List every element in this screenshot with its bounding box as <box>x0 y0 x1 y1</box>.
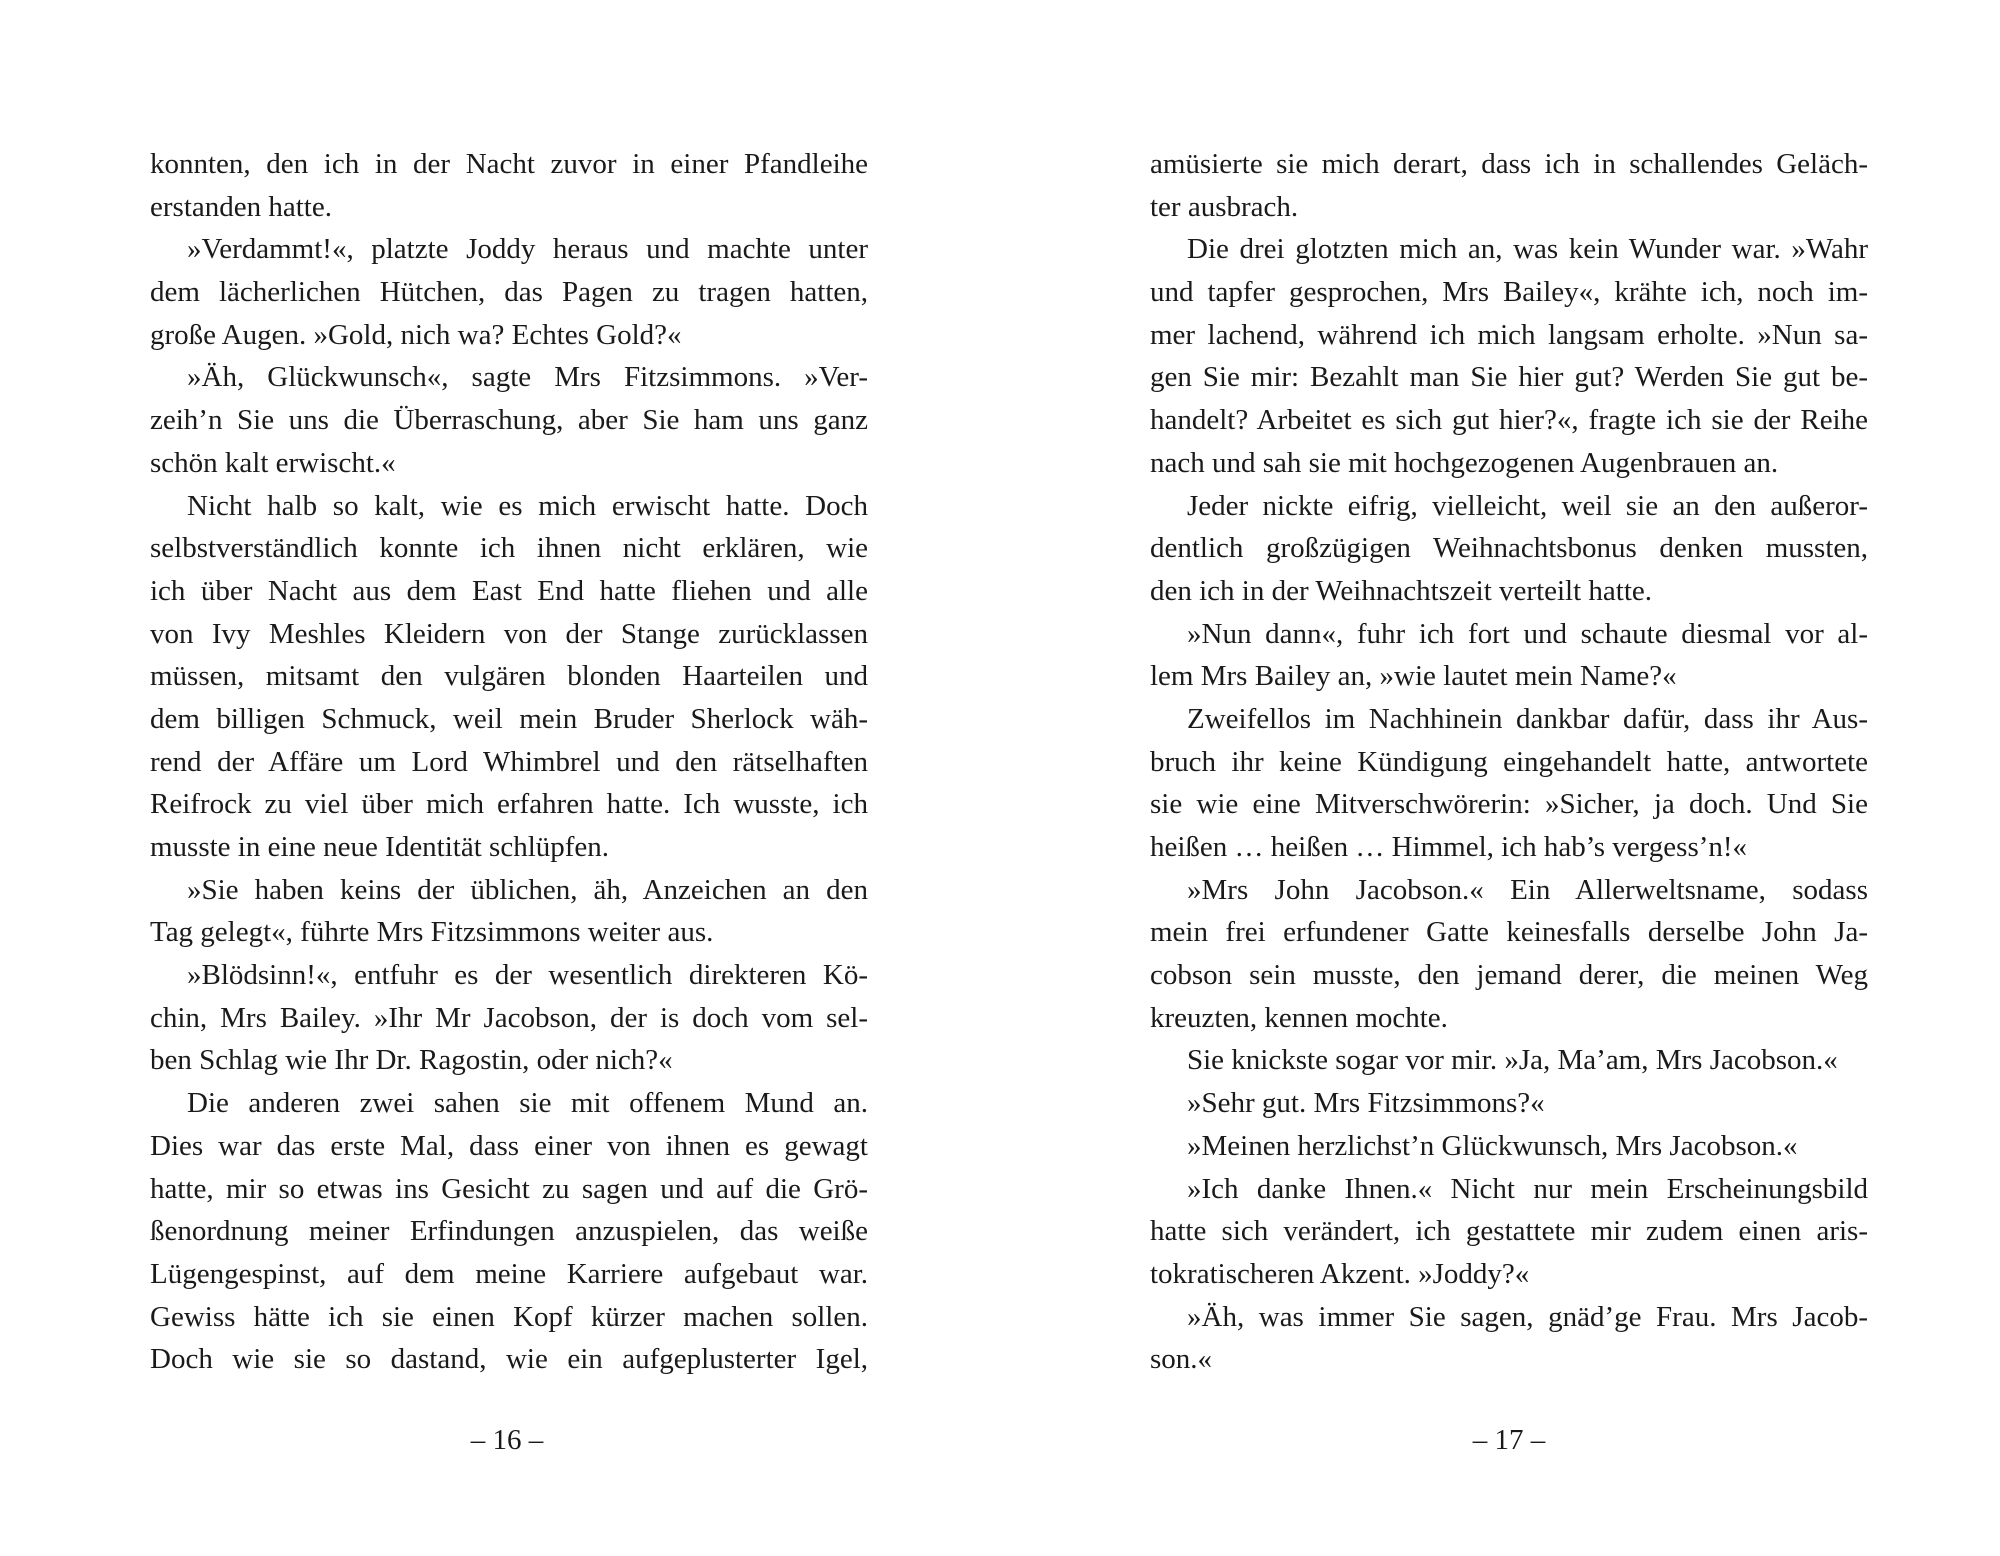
text-line: müssen, mitsamt den vulgären blonden Haarteilen und <box>150 660 868 693</box>
text-line: Gewiss hätte ich sie einen Kopf kürzer machen sollen. <box>150 1300 868 1333</box>
text-line: und tapfer gesprochen, Mrs Bailey«, krähte ich, noch im- <box>1150 276 1868 309</box>
text-line: Reifrock zu viel über mich erfahren hatte. Ich wusste, ich <box>150 788 868 821</box>
text-line: »Äh, Glückwunsch«, sagte Mrs Fitzsimmons. »Ver- <box>187 361 868 394</box>
text-line: ßenordnung meiner Erfindungen anzuspielen, das weiße <box>150 1215 868 1248</box>
text-line: Dies war das erste Mal, dass einer von ihnen es gewagt <box>150 1129 868 1162</box>
text-line: son.« <box>1150 1343 1213 1376</box>
text-line: »Meinen herzlichst’n Glückwunsch, Mrs Jacobson.« <box>1187 1129 1798 1162</box>
text-line: »Mrs John Jacobson.« Ein Allerweltsname, sodass <box>1187 873 1868 906</box>
text-line: dem lächerlichen Hütchen, das Pagen zu tragen hatten, <box>150 276 868 309</box>
text-line: Jeder nickte eifrig, vielleicht, weil sie an den außeror- <box>1187 489 1868 522</box>
page-number-left: – 16 – <box>470 1424 544 1456</box>
text-line: chin, Mrs Bailey. »Ihr Mr Jacobson, der is doch vom sel- <box>150 1001 868 1034</box>
text-line: ter ausbrach. <box>1150 190 1299 223</box>
text-line: »Blödsinn!«, entfuhr es der wesentlich direkteren Kö- <box>187 959 868 992</box>
text-line: rend der Affäre um Lord Whimbrel und den rätselhaften <box>150 745 868 778</box>
text-line: mein frei erfundener Gatte keinesfalls derselbe John Ja- <box>1150 916 1868 949</box>
text-line: ich über Nacht aus dem East End hatte fliehen und alle <box>150 574 868 607</box>
text-line: »Nun dann«, fuhr ich fort und schaute diesmal vor al- <box>1187 617 1868 650</box>
text-line: gen Sie mir: Bezahlt man Sie hier gut? Werden Sie gut be- <box>1150 361 1868 394</box>
text-line: Lügengespinst, auf dem meine Karriere aufgebaut war. <box>150 1257 868 1290</box>
text-line: »Ich danke Ihnen.« Nicht nur mein Erscheinungsbild <box>1187 1172 1868 1205</box>
right-page <box>1150 143 1868 1381</box>
text-line: von Ivy Meshles Kleidern von der Stange zurücklassen <box>150 617 868 650</box>
text-line: Zweifellos im Nachhinein dankbar dafür, dass ihr Aus- <box>1187 702 1868 735</box>
text-line: dentlich großzügigen Weihnachtsbonus denken mussten, <box>1150 532 1868 565</box>
text-line: Die drei glotzten mich an, was kein Wunder war. »Wahr <box>1187 233 1868 266</box>
text-line: heißen … heißen … Himmel, ich hab’s vergess’n!« <box>1150 831 1748 863</box>
text-line: amüsierte sie mich derart, dass ich in schallendes Geläch- <box>1150 148 1868 180</box>
text-line: schön kalt erwischt.« <box>150 446 396 479</box>
text-line: selbstverständlich konnte ich ihnen nicht erklären, wie <box>150 532 868 565</box>
text-line: handelt? Arbeitet es sich gut hier?«, fragte ich sie der Reihe <box>1150 404 1868 437</box>
text-line: mer lachend, während ich mich langsam erholte. »Nun sa- <box>1150 318 1868 351</box>
text-line: ben Schlag wie Ihr Dr. Ragostin, oder nich?« <box>150 1044 673 1077</box>
text-line: Nicht halb so kalt, wie es mich erwischt hatte. Doch <box>187 489 868 522</box>
text-line: »Verdammt!«, platzte Joddy heraus und machte unter <box>187 233 868 266</box>
text-line: den ich in der Weihnachtszeit verteilt hatte. <box>1150 574 1653 607</box>
text-line: kreuzten, kennen mochte. <box>1150 1001 1448 1034</box>
text-line: »Sie haben keins der üblichen, äh, Anzeichen an den <box>187 873 868 906</box>
text-line: hatte sich verändert, ich gestattete mir zudem einen aris- <box>1150 1215 1868 1248</box>
text-line: große Augen. »Gold, nich wa? Echtes Gold?« <box>150 318 682 351</box>
text-line: konnten, den ich in der Nacht zuvor in einer Pfandleihe <box>150 148 868 180</box>
text-line: »Sehr gut. Mrs Fitzsimmons?« <box>1187 1087 1545 1120</box>
text-line: dem billigen Schmuck, weil mein Bruder Sherlock wäh- <box>150 702 868 735</box>
text-line: sie wie eine Mitverschwörerin: »Sicher, ja doch. Und Sie <box>1150 788 1868 821</box>
text-line: cobson sein musste, den jemand derer, die meinen Weg <box>1150 959 1868 992</box>
text-line: musste in eine neue Identität schlüpfen. <box>150 831 610 863</box>
text-line: zeih’n Sie uns die Überraschung, aber Sie ham uns ganz <box>150 404 868 437</box>
text-line: Doch wie sie so dastand, wie ein aufgeplusterter Igel, <box>150 1343 868 1376</box>
page-number-right: – 17 – <box>1472 1424 1546 1456</box>
text-line: Sie knickste sogar vor mir. »Ja, Ma’am, Mrs Jacobson.« <box>1187 1044 1838 1077</box>
text-line: Die anderen zwei sahen sie mit offenem Mund an. <box>187 1087 868 1120</box>
text-line: Tag gelegt«, führte Mrs Fitzsimmons weiter aus. <box>150 916 714 949</box>
text-line: »Äh, was immer Sie sagen, gnäd’ge Frau. Mrs Jacob- <box>1187 1300 1868 1333</box>
text-line: tokratischeren Akzent. »Joddy?« <box>1150 1257 1530 1290</box>
text-line: erstanden hatte. <box>150 190 332 223</box>
text-line: lem Mrs Bailey an, »wie lautet mein Name?« <box>1150 660 1677 693</box>
text-line: nach und sah sie mit hochgezogenen Augenbrauen an. <box>1150 446 1779 479</box>
text-line: bruch ihr keine Kündigung eingehandelt hatte, antwortete <box>1150 745 1868 778</box>
text-line: hatte, mir so etwas ins Gesicht zu sagen und auf die Grö- <box>150 1172 868 1205</box>
left-page <box>150 143 868 1381</box>
